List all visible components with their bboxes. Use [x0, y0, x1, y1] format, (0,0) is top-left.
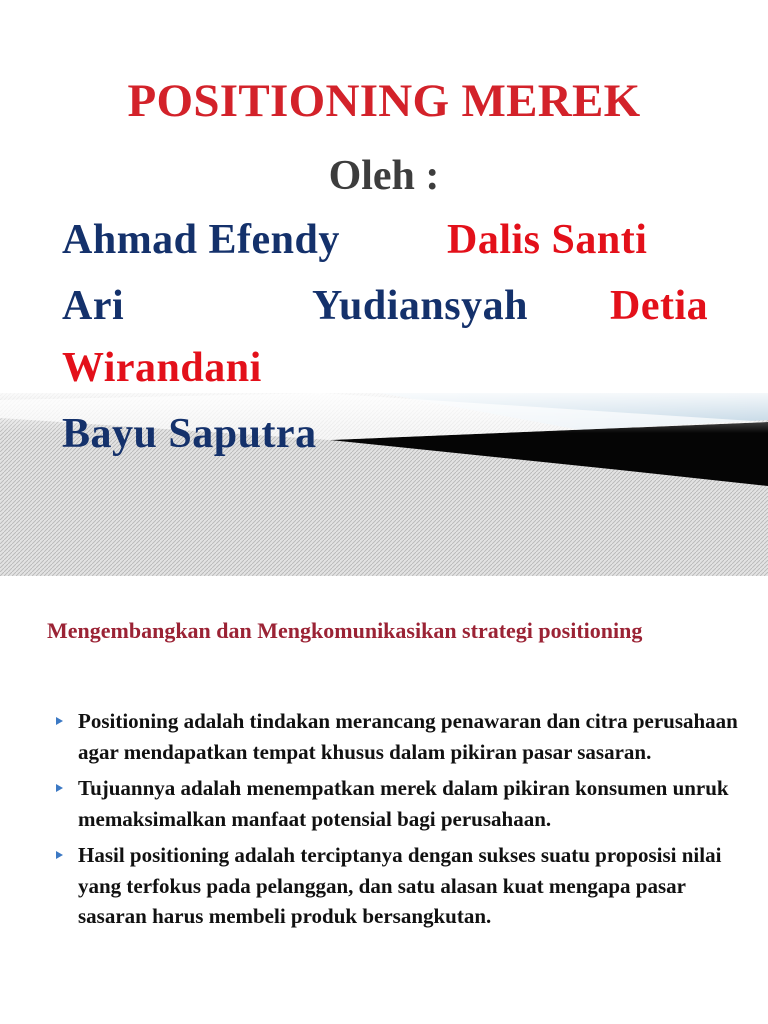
slide-2	[0, 576, 768, 1024]
bullet-list	[52, 706, 742, 938]
slide-title: POSITIONING MEREK	[127, 75, 641, 127]
author-ahmad-efendy: Ahmad Efendy	[62, 217, 340, 263]
author-dalis-santi: Dalis Santi	[447, 217, 648, 263]
bullet-text: Tujuannya adalah menempatkan merek dalam pikiran konsumen unruk memaksimalkan manfaat potensial bagi perusahaan.	[78, 776, 729, 831]
author-wirandani: Wirandani	[62, 345, 262, 391]
slide-subtitle: Oleh :	[328, 153, 440, 199]
bullet-item	[52, 840, 742, 932]
slide-2-title: Mengembangkan dan Mengkomunikasikan strategi positioning	[47, 618, 643, 643]
author-ari: Ari	[62, 283, 125, 329]
bullet-item	[52, 706, 742, 767]
bullet-item	[52, 773, 742, 834]
author-bayu-saputra: Bayu Saputra	[62, 411, 317, 457]
author-yudiansyah: Yudiansyah	[312, 283, 528, 329]
triangle-bullet-icon	[56, 717, 63, 725]
triangle-bullet-icon	[56, 851, 63, 859]
author-detia: Detia	[610, 283, 709, 329]
bullet-text: Hasil positioning adalah terciptanya dengan sukses suatu proposisi nilai yang terfokus pada pelanggan, dan satu alasan kuat mengapa pasar sasaran harus membeli produk bersangkutan.	[78, 843, 722, 928]
triangle-bullet-icon	[56, 784, 63, 792]
bullet-text: Positioning adalah tindakan merancang penawaran dan citra perusahaan agar mendapatkan tempat khusus dalam pikiran pasar sasaran.	[78, 709, 738, 764]
